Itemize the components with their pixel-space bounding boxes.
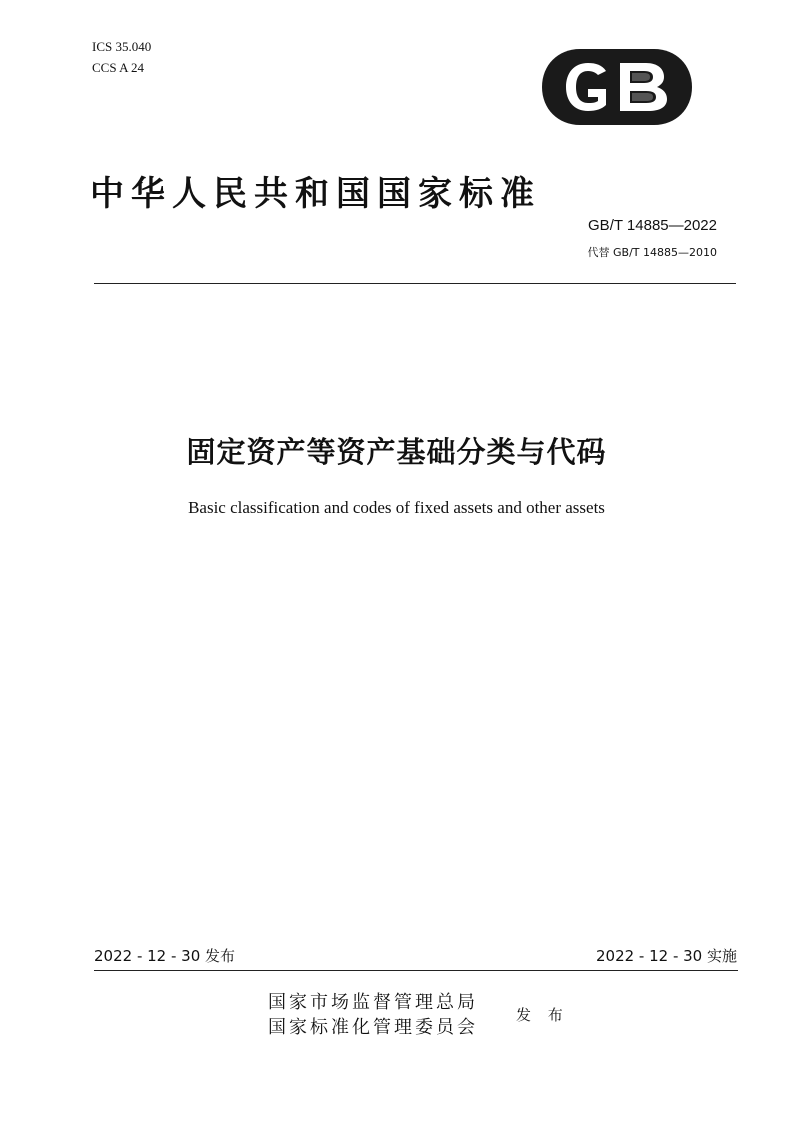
national-standard-title: 中华人民共和国国家标准 xyxy=(90,174,541,214)
replaces-standard: 代替 GB/T 14885—2010 xyxy=(587,246,717,259)
ics-code: ICS 35.040 xyxy=(92,39,152,54)
gb-logo-icon xyxy=(540,47,694,127)
document-title-en: Basic classification and codes of fixed assets and other assets xyxy=(188,498,605,517)
publish-label: 发 布 xyxy=(516,1006,569,1024)
issuer-samr: 国家市场监督管理总局 xyxy=(268,992,478,1013)
standard-code: GB/T 14885—2022 xyxy=(588,217,717,234)
footer-divider xyxy=(94,970,738,971)
classification-codes xyxy=(92,36,151,78)
implementation-date: 2022 - 12 - 30 实施 xyxy=(595,947,737,965)
issue-date: 2022 - 12 - 30 发布 xyxy=(94,947,236,965)
issuer-sac: 国家标准化管理委员会 xyxy=(268,1017,478,1038)
ccs-code: CCS A 24 xyxy=(92,60,145,75)
header-divider xyxy=(94,283,736,284)
issuing-authorities xyxy=(268,990,478,1040)
document-title-cn: 固定资产等资产基础分类与代码 xyxy=(186,435,607,469)
